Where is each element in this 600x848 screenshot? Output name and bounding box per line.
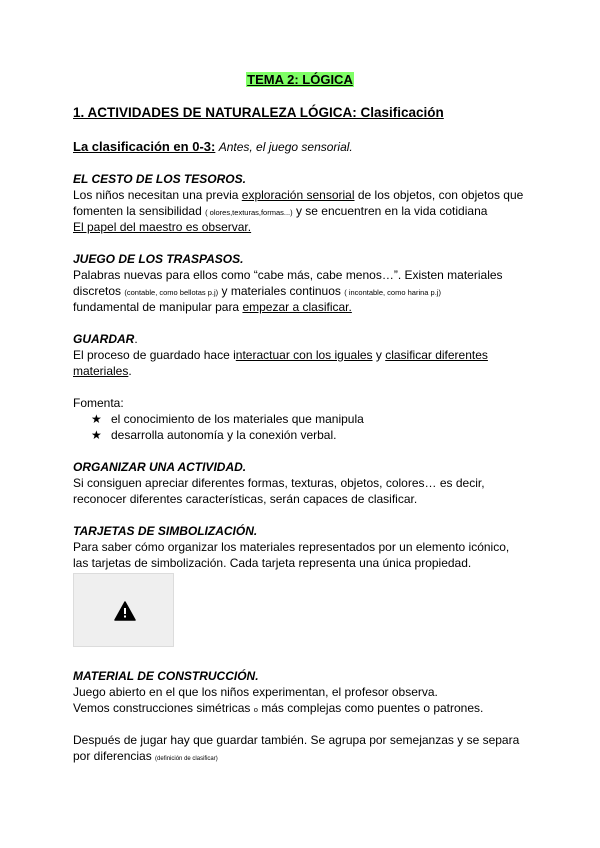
guardar-line-1 (73, 347, 488, 363)
guardar-dot: . (134, 332, 138, 346)
cesto-underlined: exploración sensorial (241, 188, 355, 202)
construccion-text: Vemos construcciones simétricas (73, 701, 254, 715)
traspasos-line-1: Palabras nuevas para ellos como “cabe más, cabe menos…”. Existen materiales (73, 268, 503, 282)
warning-icon (114, 601, 136, 621)
traspasos-text: discretos (73, 284, 125, 298)
despues-line-2 (73, 748, 218, 767)
cesto-text: Los niños necesitan una previa (73, 188, 242, 202)
guardar-underlined: materiales (73, 364, 129, 378)
traspasos-small-note: ( incontable, como harina p.j) (344, 288, 441, 297)
traspasos-text: y materiales continuos (218, 284, 345, 298)
guardar-text: y (372, 348, 386, 362)
guardar-heading-line (73, 331, 138, 347)
despues-text: por diferencias (73, 749, 156, 763)
construccion-line-2 (73, 700, 483, 718)
clasificacion-note: Antes, el juego sensorial. (218, 140, 353, 154)
cesto-text: de los objetos, con objetos que (354, 188, 524, 202)
guardar-heading: GUARDAR (73, 332, 135, 346)
organizar-line-2: reconocer diferentes características, serán capaces de clasificar. (73, 492, 418, 506)
traspasos-small-note: (contable, como bellotas p.j) (124, 288, 219, 297)
star-bullet-icon: ★ (91, 428, 102, 442)
clasificacion-line (73, 139, 353, 155)
guardar-text: . (128, 364, 132, 378)
guardar-text: El proceso de guardado hace i (73, 348, 236, 362)
cesto-small-note: ( olores,texturas,formas...) (205, 208, 293, 217)
star-bullet-icon: ★ (91, 412, 102, 426)
construccion-line-1: Juego abierto en el que los niños experimentan, el profesor observa. (73, 685, 438, 699)
guardar-underlined: clasificar diferentes (385, 348, 488, 362)
traspasos-underlined: empezar a clasificar. (242, 300, 352, 314)
tarjetas-line-2: las tarjetas de simbolización. Cada tarjeta representa una única propiedad. (73, 556, 472, 570)
section-heading: 1. ACTIVIDADES DE NATURALEZA LÓGICA: Clasificación (73, 105, 444, 120)
despues-line-1: Después de jugar hay que guardar también. Se agrupa por semejanzas y se separa (73, 733, 520, 747)
construccion-heading: MATERIAL DE CONSTRUCCIÓN. (73, 669, 259, 683)
cesto-line-1 (73, 187, 523, 203)
guardar-line-2 (73, 363, 132, 379)
image-placeholder (73, 573, 174, 647)
construccion-text: más complejas como puentes o patrones. (257, 701, 484, 715)
fomenta-label: Fomenta: (73, 396, 124, 410)
fomenta-item-text: desarrolla autonomía y la conexión verbal. (111, 428, 337, 442)
traspasos-line-3 (73, 299, 352, 315)
traspasos-text: fundamental de manipular para (73, 300, 243, 314)
cesto-text: y se encuentren en la vida cotidiana (292, 204, 488, 218)
organizar-line-1: Si consiguen apreciar diferentes formas, texturas, objetos, colores… es decir, (73, 476, 485, 490)
fomenta-item-text: el conocimiento de los materiales que manipula (111, 412, 364, 426)
organizar-heading: ORGANIZAR UNA ACTIVIDAD. (73, 460, 247, 474)
cesto-heading: EL CESTO DE LOS TESOROS. (73, 172, 246, 186)
title-highlight: TEMA 2: LÓGICA (247, 72, 353, 87)
construccion-small-o: o (253, 705, 258, 714)
fomenta-item-2 (91, 427, 336, 443)
tarjetas-heading: TARJETAS DE SIMBOLIZACIÓN. (73, 524, 258, 538)
guardar-underlined: nteractuar con los iguales (235, 348, 373, 362)
fomenta-item-1 (91, 411, 364, 427)
clasificacion-label: La clasificación en 0-3: (73, 139, 216, 154)
traspasos-heading: JUEGO DE LOS TRASPASOS. (73, 252, 244, 266)
despues-small-note: (definición de clasificar) (155, 756, 218, 762)
page-title (0, 72, 600, 87)
cesto-line-3: El papel del maestro es observar. (73, 220, 252, 234)
tarjetas-line-1: Para saber cómo organizar los materiales representados por un elemento icónico, (73, 540, 510, 554)
cesto-text: fomenten la sensibilidad (73, 204, 206, 218)
